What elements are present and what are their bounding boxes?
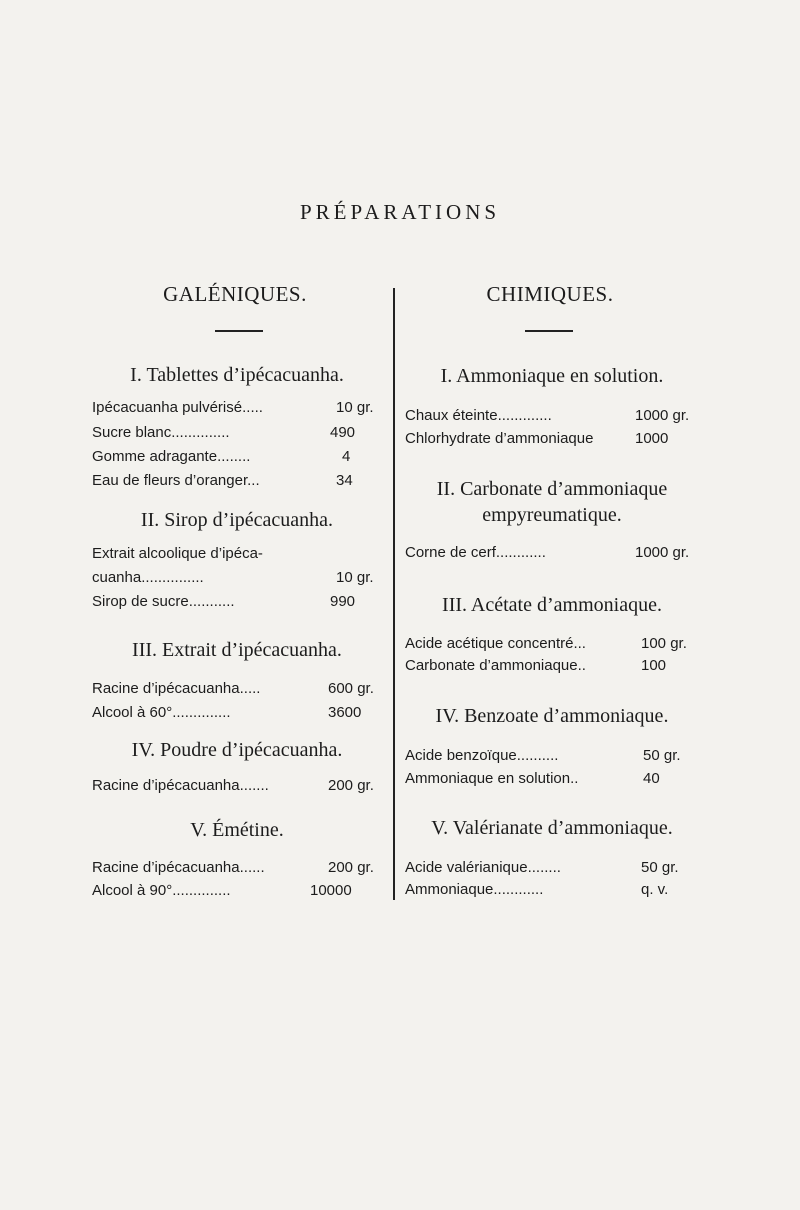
item-quantity: 34: [336, 472, 353, 489]
list-item: [92, 703, 382, 723]
right-section-1-title: I. Ammoniaque en solution.: [440, 365, 664, 387]
item-quantity: 1000: [635, 430, 669, 447]
item-name: Racine d’ipécacuanha......: [92, 859, 265, 876]
item-quantity: 100 gr.: [641, 635, 687, 652]
item-name: Chlorhydrate d’ammoniaque: [405, 430, 594, 447]
list-item: [405, 858, 705, 878]
item-quantity: 200 gr.: [328, 859, 374, 876]
left-heading-rule: [215, 330, 263, 332]
item-quantity: 10 gr.: [336, 569, 374, 586]
item-quantity: 4: [342, 448, 351, 465]
item-quantity: 50 gr.: [641, 859, 679, 876]
item-quantity: 40: [643, 770, 660, 787]
list-item: [405, 406, 705, 426]
right-column-heading: CHIMIQUES.: [486, 282, 614, 306]
item-name: Ipécacuanha pulvérisé.....: [92, 399, 263, 416]
list-item: [92, 398, 382, 418]
list-item: [92, 568, 382, 588]
item-name: cuanha...............: [92, 569, 204, 586]
list-item: [405, 543, 705, 563]
list-item: [92, 423, 382, 443]
item-name: Alcool à 90°..............: [92, 882, 231, 899]
right-section-5-title: V. Valérianate d’ammoniaque.: [431, 817, 673, 839]
item-name: Racine d’ipécacuanha.....: [92, 680, 261, 697]
left-section-1-title: I. Tablettes d’ipécacuanha.: [130, 364, 344, 386]
right-heading-rule: [525, 330, 573, 332]
item-quantity: 1000 gr.: [635, 407, 690, 424]
list-item: [92, 858, 382, 878]
list-item: [92, 447, 382, 467]
list-item: [92, 592, 382, 612]
item-name: Racine d’ipécacuanha.......: [92, 777, 269, 794]
right-section-2-title: [396, 476, 708, 528]
list-item: [405, 880, 705, 900]
item-quantity: 990: [330, 593, 356, 610]
list-item: [405, 746, 705, 766]
item-quantity: q. v.: [641, 881, 669, 898]
column-divider: [393, 288, 395, 900]
item-name: Sirop de sucre...........: [92, 593, 235, 610]
list-item: [92, 881, 382, 901]
list-item: [405, 429, 705, 449]
item-quantity: 50 gr.: [643, 747, 681, 764]
left-column-heading: GALÉNIQUES.: [163, 282, 307, 306]
list-item: [405, 634, 705, 654]
item-quantity: 100: [641, 657, 667, 674]
left-section-3-title: III. Extrait d’ipécacuanha.: [132, 639, 342, 661]
right-section-2-title-line-2: empyreumatique.: [482, 504, 622, 526]
item-name: Extrait alcoolique d’ipéca-: [92, 545, 263, 562]
item-name: Ammoniaque............: [405, 881, 544, 898]
list-item: [92, 471, 382, 491]
list-item: [92, 776, 382, 796]
item-name: Acide valérianique........: [405, 859, 561, 876]
item-quantity: 1000 gr.: [635, 544, 690, 561]
item-name: Chaux éteinte.............: [405, 407, 552, 424]
list-item: [92, 544, 382, 564]
item-name: Acide benzoïque..........: [405, 747, 559, 764]
item-name: Corne de cerf............: [405, 544, 546, 561]
page-title: PRÉPARATIONS: [299, 200, 501, 224]
item-name: Sucre blanc..............: [92, 424, 230, 441]
item-quantity: 3600: [328, 704, 362, 721]
left-section-5-title: V. Émétine.: [190, 819, 284, 841]
left-section-4-title: IV. Poudre d’ipécacuanha.: [131, 739, 343, 761]
item-name: Acide acétique concentré...: [405, 635, 586, 652]
item-name: Eau de fleurs d’oranger...: [92, 472, 260, 489]
list-item: [405, 769, 705, 789]
list-item: [92, 679, 382, 699]
item-name: Alcool à 60°..............: [92, 704, 231, 721]
right-section-4-title: IV. Benzoate d’ammoniaque.: [435, 705, 669, 727]
item-name: Gomme adragante........: [92, 448, 251, 465]
item-name: Ammoniaque en solution..: [405, 770, 579, 787]
item-quantity: 200 gr.: [328, 777, 374, 794]
item-name: Carbonate d’ammoniaque..: [405, 657, 586, 674]
left-section-2-title: II. Sirop d’ipécacuanha.: [140, 509, 334, 531]
item-quantity: 10000: [310, 882, 352, 899]
item-quantity: 600 gr.: [328, 680, 374, 697]
right-section-2-title-line-1: II. Carbonate d’ammoniaque: [436, 478, 668, 500]
item-quantity: 490: [330, 424, 356, 441]
item-quantity: 10 gr.: [336, 399, 374, 416]
right-section-3-title: III. Acétate d’ammoniaque.: [442, 594, 662, 616]
list-item: [405, 656, 705, 676]
